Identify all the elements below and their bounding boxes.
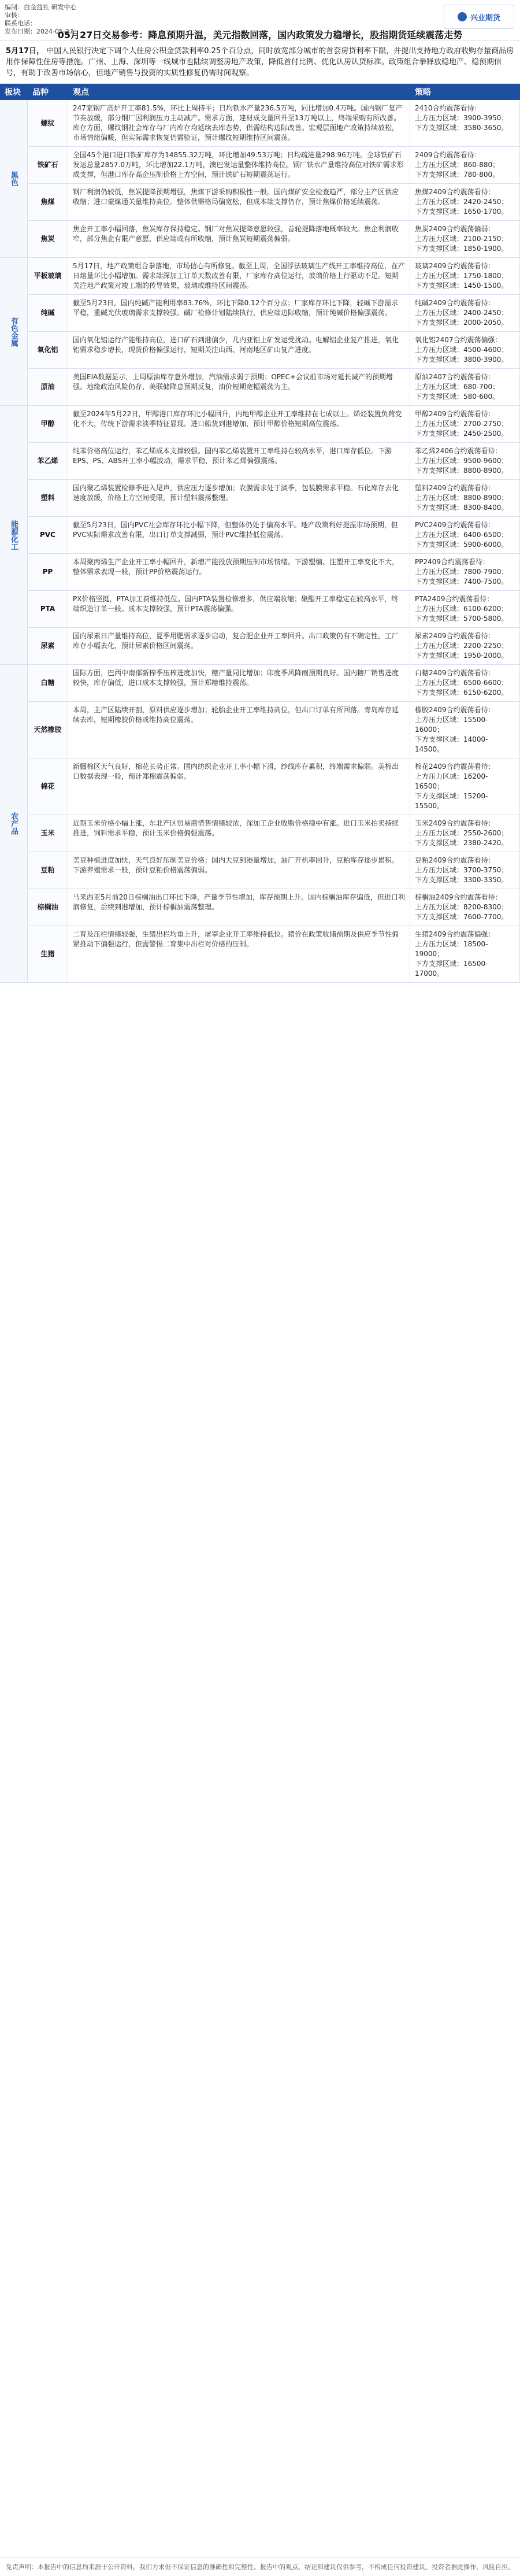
strategy-cell: 豆粕2409合约震荡看待： 上方压力区域：3700-3750； 下方支撑区域：3300-3350。 (410, 852, 520, 889)
view-cell: 国内尿素日产量维持高位，夏季用肥需求逐步启动，复合肥企业开工率回升。出口政策仍有不确定性，工厂库存小幅去化，预计尿素价格区间震荡。 (68, 628, 410, 665)
view-cell: 全国45个港口进口铁矿库存为14855.32万吨，环比增加49.53万吨；日均疏港量298.96万吨。全球铁矿石发运总量2857.0万吨，环比增加22.1万吨，澳巴发运量整体维持高位。钢厂铁水产量维持高位对铁矿需求形成支撑，但港口库存高企压制价格上方空间，预计铁矿石短期震荡运行。 (68, 147, 410, 184)
view-cell: 新疆棉区天气良好，棉花长势正常。国内纺织企业开工率小幅下滑，纱线库存累积，终端需求偏弱。美棉出口数据表现一般，预计郑棉震荡偏弱。 (68, 758, 410, 815)
top-header (0, 0, 520, 41)
view-cell: 国内氧化铝运行产能维持高位，进口矿石到港偏少，几内亚铝土矿发运受扰动。电解铝企业复产推进，氧化铝需求稳步增长，现货价格偏强运行，短期关注山西、河南地区矿山复产进度。 (68, 332, 410, 369)
variety-cell: 棕榈油 (28, 889, 68, 926)
analysis-table (0, 100, 520, 983)
variety-cell: PVC (28, 517, 68, 554)
variety-cell: 苯乙烯 (28, 443, 68, 480)
view-cell: 钢厂利润仍较低，焦炭提降预期增强，焦煤下游采购积极性一般。国内煤矿安全检查趋严，部分主产区供应收缩；进口蒙煤通关量维持高位。整体供需格局偏宽松，但成本端支撑仍存，预计焦煤价格延续震荡。 (68, 184, 410, 221)
disclaimer: 免责声明：本报告中的信息均来源于公开资料，我们力求但不保证信息的准确性和完整性。报告中的观点、结论和建议仅供参考，不构成任何投资建议。投资者据此操作，风险自担。 (0, 2558, 520, 2576)
strategy-cell: 2409合约震荡看待： 上方压力区域：860-880； 下方支撑区域：780-800。 (410, 147, 520, 184)
variety-cell: 玉米 (28, 815, 68, 852)
variety-cell: 棉花 (28, 758, 68, 815)
strategy-cell: 甲醇2409合约震荡看待： 上方压力区域：2700-2750； 下方支撑区域：2450-2500。 (410, 406, 520, 443)
strategy-cell: 焦炭2409合约震荡偏弱： 上方压力区域：2100-2150； 下方支撑区域：1850-1900。 (410, 221, 520, 258)
variety-cell: 焦煤 (28, 184, 68, 221)
sector-label: 能源化工 (0, 406, 28, 665)
intro-text: 中国人民银行决定下调个人住房公积金贷款利率0.25个百分点，同时放宽部分城市的首套房贷利率下限，并提出支持地方政府收购存量商品房用作保障性住房等措施。广州、上海、深圳等一线城市也陆续调整房地产政策，降低首付比例、优化认房认贷标准。政策组合拳释放稳地产、稳预期信号，有助于改善市场信心，但地产销售与投资的实质性修复仍需时间观察。 (6, 47, 514, 77)
page-title: 05月27日交易参考：降息预期升温，美元指数回落，国内政策发力稳增长，股指期货延续震荡走势 (57, 29, 463, 40)
view-cell: 本周，主产区陆续开割，原料供应逐步增加；轮胎企业开工率维持高位，但出口订单有所回落。青岛库存延续去库，短期橡胶价格或维持高位震荡。 (68, 702, 410, 758)
variety-cell: 白糖 (28, 665, 68, 702)
variety-cell: PP (28, 554, 68, 591)
meta-line: 审核： (5, 12, 24, 19)
intro-paragraph (0, 41, 520, 84)
strategy-cell: 原油2407合约震荡看待： 上方压力区域：680-700； 下方支撑区域：580-600。 (410, 369, 520, 406)
variety-cell: 焦炭 (28, 221, 68, 258)
view-cell: PX价格坚挺，PTA加工费维持低位。国内PTA装置检修增多，供应端收缩；聚酯开工率稳定在较高水平，终端织造订单一般。成本支撑较强，预计PTA震荡偏强。 (68, 591, 410, 628)
view-cell: 本周聚丙烯生产企业开工率小幅回升，新增产能投放预期压制市场情绪。下游塑编、注塑开工率变化不大，整体需求表现一般，预计PP价格震荡运行。 (68, 554, 410, 591)
variety-cell: 原油 (28, 369, 68, 406)
strategy-cell: 苯乙烯2406合约震荡看待： 上方压力区域：9500-9600； 下方支撑区域：8800-8900。 (410, 443, 520, 480)
strategy-cell: 尿素2409合约震荡看待： 上方压力区域：2200-2250； 下方支撑区域：1950-2000。 (410, 628, 520, 665)
variety-cell: 螺纹 (28, 100, 68, 147)
meta-line: 联系电话： (5, 20, 36, 27)
strategy-cell: 焦煤2409合约震荡看待： 上方压力区域：2420-2450； 下方支撑区域：1650-1700。 (410, 184, 520, 221)
view-cell: 截至5月23日，国内纯碱产能利用率83.76%，环比下降0.12个百分点；厂家库存环比下降，轻碱下游需求平稳，重碱光伏玻璃需求支撑较强。碱厂检修计划陆续执行，供应端边际收缩，预计纯碱价格偏强震荡。 (68, 295, 410, 332)
view-cell: 截至2024年5月22日，甲醇港口库存环比小幅回升，内地甲醇企业开工率维持在七成以上。烯烃装置负荷变化不大，传统下游需求淡季特征显现。进口船货到港增加，预计甲醇价格短期高位震荡。 (68, 406, 410, 443)
view-cell: 马来西亚5月前20日棕榈油出口环比下降，产量季节性增加，库存预期上升。国内棕榈油库存偏低，但进口利润修复，后续到港增加，预计棕榈油震荡整理。 (68, 889, 410, 926)
sector-label: 黑色 (0, 100, 28, 258)
strategy-cell: PTA2409合约震荡看待： 上方压力区域：6100-6200； 下方支撑区域：5700-5800。 (410, 591, 520, 628)
table-header (0, 84, 520, 100)
view-cell: 焦企开工率小幅回落，焦炭库存保持稳定。钢厂对焦炭提降意愿较强，首轮提降落地概率较大。焦企利润收窄，部分焦企有限产意愿，供应端或有所收缩，预计焦炭短期震荡偏弱。 (68, 221, 410, 258)
view-cell: 5月17日，地产政策组合拳落地，市场信心有所修复。截至上周，全国浮法玻璃生产线开工率维持高位，在产日熔量环比小幅增加。需求端深加工订单天数改善有限，厂家库存高位运行，玻璃价格上行驱动不足。短期关注地产政策对竣工端的传导效果，玻璃或维持区间震荡。 (68, 258, 410, 295)
strategy-cell: 纯碱2409合约震荡看待： 上方压力区域：2400-2450； 下方支撑区域：2000-2050。 (410, 295, 520, 332)
strategy-cell: 白糖2409合约震荡看待： 上方压力区域：6500-6600； 下方支撑区域：6150-6200。 (410, 665, 520, 702)
sector-label: 农产品 (0, 665, 28, 983)
variety-cell: 豆粕 (28, 852, 68, 889)
strategy-cell: 棉花2409合约震荡看待： 上方压力区域：16200-16500； 下方支撑区域：15200-15500。 (410, 758, 520, 815)
variety-cell: 甲醇 (28, 406, 68, 443)
strategy-cell: 玻璃2409合约震荡看待： 上方压力区域：1750-1800； 下方支撑区域：1450-1500。 (410, 258, 520, 295)
variety-cell: 氧化铝 (28, 332, 68, 369)
view-cell: 国际方面，巴西中南部新榨季压榨进度加快，糖产量同比增加；印度季风降雨预期良好。国内糖厂销售进度较快，库存偏低，进口成本支撑较强，预计郑糖维持震荡。 (68, 665, 410, 702)
variety-cell: 尿素 (28, 628, 68, 665)
view-cell: 美国EIA数据显示，上周原油库存意外增加，汽油需求弱于预期；OPEC+会议前市场对延长减产的预期增强。地缘政治风险仍存，美联储降息预期反复，油价短期宽幅震荡为主。 (68, 369, 410, 406)
view-cell: 近期玉米价格小幅上涨，东北产区贸易商惜售情绪较浓，深加工企业收购价格稳中有涨。进口玉米拍卖持续推进，饲料需求平稳，预计玉米价格偏强震荡。 (68, 815, 410, 852)
strategy-cell: 生猪2409合约震荡偏强： 上方压力区域：18500-19000； 下方支撑区域：16500-17000。 (410, 926, 520, 983)
variety-cell: 天然橡胶 (28, 702, 68, 758)
strategy-cell: PP2409合约震荡看待： 上方压力区域：7800-7900； 下方支撑区域：7400-7500。 (410, 554, 520, 591)
company-logo (444, 5, 514, 29)
view-cell: 国内聚乙烯装置检修季进入尾声，供应压力逐步增加；农膜需求处于淡季，包装膜需求平稳。石化库存去化速度放缓，价格上方空间受限，预计塑料震荡整理。 (68, 480, 410, 517)
variety-cell: PTA (28, 591, 68, 628)
strategy-cell: PVC2409合约震荡看待： 上方压力区域：6400-6500； 下方支撑区域：5900-6000。 (410, 517, 520, 554)
strategy-cell: 橡胶2409合约震荡看待： 上方压力区域：15500-16000； 下方支撑区域：14000-14500。 (410, 702, 520, 758)
logo-icon (458, 12, 467, 21)
meta-line: 编制：白金益社 研发中心 (5, 3, 77, 11)
sector-label: 有色金属 (0, 258, 28, 406)
view-cell: 截至5月23日，国内PVC社会库存环比小幅下降，但整体仍处于偏高水平。地产政策利好提振市场预期，但PVC实际需求改善有限，出口订单支撑减弱，预计PVC维持低位震荡。 (68, 517, 410, 554)
logo-text: 兴业期货 (470, 13, 500, 23)
variety-cell: 纯碱 (28, 295, 68, 332)
column-header-strategy: 策略 (415, 88, 431, 97)
variety-cell: 塑料 (28, 480, 68, 517)
view-cell: 纯苯价格高位运行，苯乙烯成本支撑较强。国内苯乙烯装置开工率维持在较高水平，港口库存低位。下游EPS、PS、ABS开工率小幅波动，需求平稳，预计苯乙烯偏强震荡。 (68, 443, 410, 480)
view-cell: 二育及压栏情绪较强，生猪出栏均重上升，屠宰企业开工率维持低位。猪价在政策收储预期及供应季节性偏紧推动下偏强运行，但需警惕二育集中出栏对价格的压制。 (68, 926, 410, 983)
column-header-variety: 品种 (32, 88, 49, 97)
variety-cell: 平板玻璃 (28, 258, 68, 295)
column-header-sector: 板块 (5, 88, 21, 97)
strategy-cell: 棕榈油2409合约震荡看待： 上方压力区域：8200-8300； 下方支撑区域：7600-7700。 (410, 889, 520, 926)
view-cell: 247家钢厂高炉开工率81.5%，环比上周持平；日均铁水产量236.5万吨，同比增加0.4万吨。国内钢厂复产节奏放缓，部分钢厂因利润压力主动减产。需求方面，建材成交量回升至13万吨以上，终端采购有所改善。库存方面，螺纹钢社会库存与厂内库存均延续去库态势，供需结构边际改善。宏观层面地产政策持续放松，市场情绪偏暖，但实际需求恢复仍需验证，预计螺纹短期维持区间震荡。 (68, 100, 410, 147)
variety-cell: 铁矿石 (28, 147, 68, 184)
column-header-view: 观点 (73, 88, 89, 97)
intro-date: 5月17日， (6, 47, 44, 55)
view-cell: 美豆种植进度加快，天气良好压制美豆价格；国内大豆到港量增加，油厂开机率回升，豆粕库存逐步累积。下游养殖需求一般，预计豆粕价格震荡偏弱。 (68, 852, 410, 889)
variety-cell: 生猪 (28, 926, 68, 983)
strategy-cell: 玉米2409合约震荡看待： 上方压力区域：2550-2600； 下方支撑区域：2380-2420。 (410, 815, 520, 852)
meta-line: 发布日期：2024-05-27 (5, 28, 73, 35)
strategy-cell: 氧化铝2407合约震荡偏强： 上方压力区域：4500-4600； 下方支撑区域：3800-3900。 (410, 332, 520, 369)
strategy-cell: 塑料2409合约震荡看待： 上方压力区域：8800-8900； 下方支撑区域：8300-8400。 (410, 480, 520, 517)
strategy-cell: 2410合约震荡看待： 上方压力区域：3900-3950； 下方支撑区域：3580-3650。 (410, 100, 520, 147)
